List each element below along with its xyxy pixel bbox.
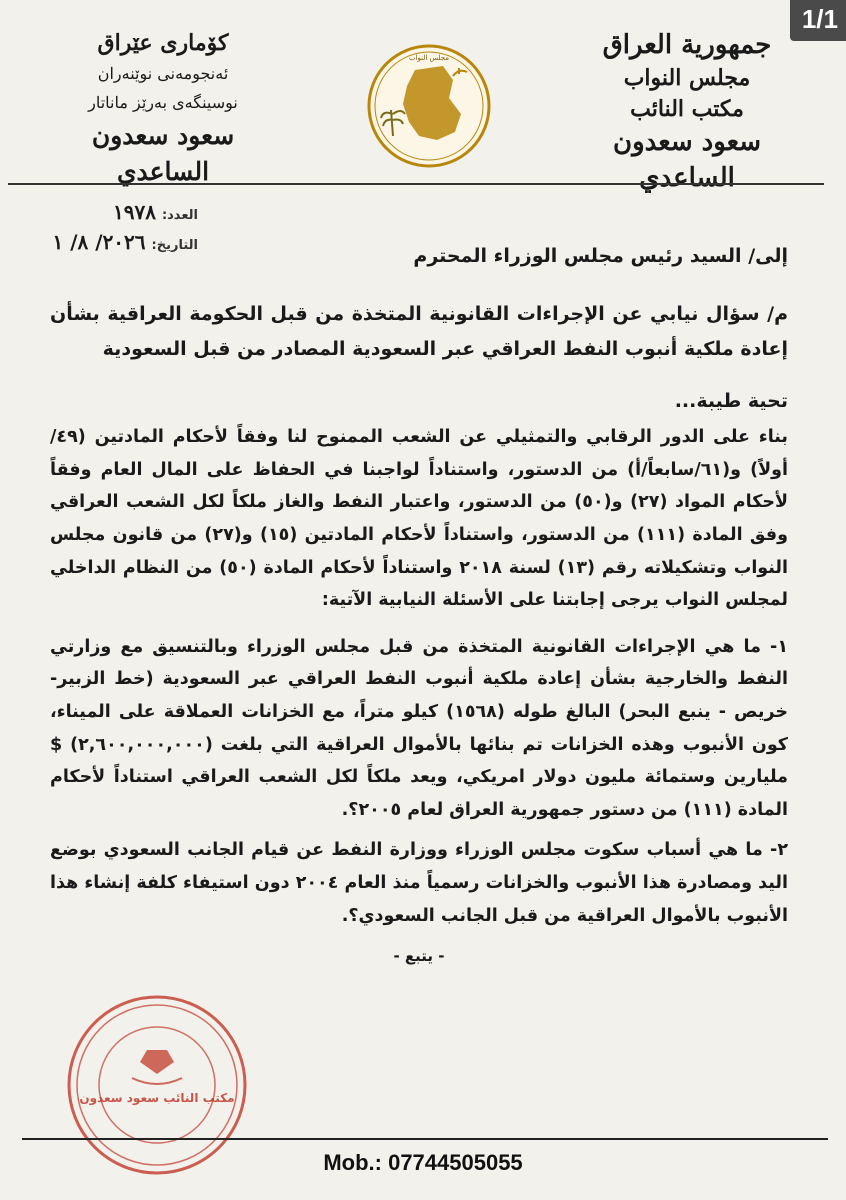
- question-2: ٢- ما هي أسباب سكوت مجلس الوزراء ووزارة النفط عن قيام الجانب السعودي بوضع اليد ومصادرة هذا الأنبوب والخزانات رسمياً منذ العام ٢٠٠٤ دون استيفاء كلفة إنشاء هذا الأنبوب بالأموال العراقية من قبل الجانب السعودي؟.: [50, 840, 789, 926]
- letterhead-mp-name: سعود سعدون الساعدي: [612, 127, 761, 193]
- letterhead-arabic: [572, 28, 802, 196]
- header-divider: [8, 183, 824, 185]
- reference-date-value: ٢٠٢٦/ ٨/ ١: [52, 230, 146, 254]
- greeting: تحية طيبة...: [674, 389, 788, 412]
- letterhead-office: مكتب النائب: [630, 96, 744, 122]
- reference-number-value: ١٩٧٨: [112, 200, 156, 224]
- body-paragraph: بناء على الدور الرقابي والتمثيلي عن الشعب الممنوح لنا وفقاً لأحكام المادتين (٤٩/أولاً) و(٦١/سابعاً/أ) من الدستور، واستناداً لواجبنا في الحفاظ على المال العام وفقاً لأحكام المواد (٢٧) و(٥٠) من الدستور، واعتبار النفط والغاز ملكاً لكل الشعب العراقي وفق المادة (١١١) من الدستور، واستناداً لأحكام المادتين (١٥) و(٢٧) من قانون مجلس النواب وتشكيلاته رقم (١٣) لسنة ٢٠١٨ واستناداً لأحكام المادة (٥٠) من النظام الداخلي لمجلس النواب يرجى إجابتنا على الأسئلة النيابية الآتية:: [50, 427, 789, 611]
- letter-body: [50, 240, 788, 973]
- letterhead-kurdish-mp-name: سعود سعدون الساعدي: [91, 121, 235, 186]
- letterhead-country: جمهورية العراق: [602, 30, 772, 60]
- iraq-map-emblem: [363, 40, 495, 172]
- emblem-text: مجلس النواب: [408, 54, 450, 62]
- reference-number-label: العدد:: [161, 208, 198, 223]
- letterhead-council: مجلس النواب: [623, 65, 751, 91]
- page-counter: 1/1: [790, 0, 846, 41]
- mobile-number: Mob.: 07744505055: [323, 1150, 523, 1175]
- letterhead-kurdish-office: نوسینگەی بەرێز ماناتار: [88, 93, 238, 112]
- letterhead-kurdish-country: كۆماری عێراق: [97, 30, 229, 56]
- letterhead-kurdish: [48, 26, 278, 190]
- question-1: ١- ما هي الإجراءات القانونية المتخذة من قبل مجلس الوزراء وبالتنسيق مع وزارتي النفط والخارجية بشأن إعادة ملكية أنبوب النفط العراقي عبر السعودية (خط الزبير- خريص - ينبع البحر) البالغ طوله (١٥٦٨) كيلو متراً، مع الخزانات العملاقة على الميناء، كون الأنبوب وهذه الخزانات تم بنائها بالأموال العراقية التي بلغت (٢,٦٠٠,٠٠٠,٠٠٠) $ مليارين وستمائة مليون دولار امريكي، ويعد ملكاً لكل الشعب العراقي استناداً لأحكام المادة (١١١) من دستور جمهورية العراق لعام ٢٠٠٥؟.: [50, 636, 788, 820]
- letterhead-kurdish-council: ئەنجومەنی نوێنەران: [97, 64, 229, 83]
- addressee: إلى/ السيد رئيس مجلس الوزراء المحترم: [413, 245, 788, 267]
- reference-date-label: التاريخ:: [151, 238, 198, 253]
- seal-text: مكتب النائب سعود سعدون: [79, 1091, 235, 1105]
- footer-divider: [22, 1138, 828, 1140]
- reference-number-row: [18, 200, 198, 230]
- subject: م/ سؤال نيابي عن الإجراءات القانونية المتخذة من قبل الحكومة العراقية بشأن إعادة ملكية أنبوب النفط العراقي عبر السعودية المصادر من قبل السعودية: [50, 302, 788, 360]
- follow-note: - يتبع -: [393, 947, 445, 966]
